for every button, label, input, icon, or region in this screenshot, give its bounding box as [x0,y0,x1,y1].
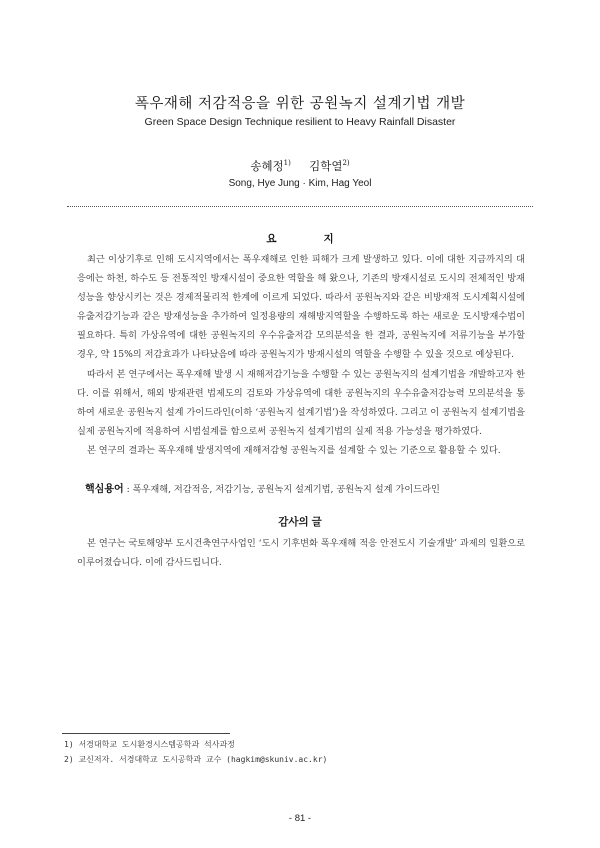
footnote: 2) 교신저자. 서경대학교 도시공학과 교수 (hagkim@skuniv.ac.kr) [64,755,328,764]
abstract-paragraph: 따라서 본 연구에서는 폭우재해 발생 시 재해저감기능을 수행할 수 있는 공원녹지의 설계기법을 개발하고자 한다. 이를 위해서, 해외 방재관련 법제도의 검토와 가상유역에 대한 공원녹지의 우수유출저감능력 모의분석을 통하여 새로운 공원녹지 설계 가이드라인(이하 ‘공원녹지 설계기법’)을 작성하였다. 그리고 이 공원녹지 설계기법을 실제 공원녹지에 적용하여 시범설계를 함으로써 공원녹지 설계기법의 실제 적용 가능성을 평가하였다. [77,368,525,437]
section-divider [67,206,533,207]
author-name: 김학열 [309,159,343,173]
page-number: - 81 - [288,813,312,824]
footnotes [64,737,534,767]
acknowledgement-paragraph: 본 연구는 국토해양부 도시건축연구사업인 ‘도시 기후변화 폭우재해 적응 안전도시 기술개발’ 과제의 일환으로 이루어졌습니다. 이에 감사드립니다. [77,538,525,569]
keywords-line [85,480,525,495]
author-footnote-mark: 1) [283,159,291,167]
abstract-heading: 요 지 [266,233,356,245]
author-list-english: Song, Hye Jung · Kim, Hag Yeol [228,178,372,189]
abstract-paragraph: 최근 이상기후로 인해 도시지역에서는 폭우재해로 인한 피해가 크게 발생하고 있다. 이에 대한 지금까지의 대응에는 하천, 하수도 등 전통적인 방재시설이 중요한 역할을 해 왔으나, 기존의 방재시설로 도시의 전체적인 방재성능을 향상시키는 것은 경제적물리적 한계에 이르게 되었다. 따라서 공원녹지와 같은 비방재적 도시계획시설에 유출저감기능과 같은 방재성능을 추가하여 일정용량의 재해방지역할을 수행하도록 하는 새로운 도시방재수법이 필요하다. 특히 가상유역에 대한 공원녹지의 우수유출저감 모의분석을 한 결과, 공원녹지에 저류기능을 부가할 경우, 약 15%의 저감효과가 나타났음에 따라 공원녹지가 방재시설의 역할을 수행할 수 있을 것으로 예상된다. [77,254,525,361]
keywords-label: 핵심용어 [85,484,124,495]
paper-title-english: Green Space Design Technique resilient to Heavy Rainfall Disaster [144,116,456,128]
footnote-divider [62,733,230,734]
keywords-list: : 폭우재해, 저감적응, 저감기능, 공원녹지 설계기법, 공원녹지 설계 가이드라인 [126,484,440,495]
paper-title-korean: 폭우재해 저감적응을 위한 공원녹지 설계기법 개발 [134,96,466,112]
acknowledgement-body [77,534,525,572]
author-name: 송혜정 [250,159,284,173]
footnote: 1) 서경대학교 도시환경시스템공학과 석사과정 [64,740,235,749]
author-list [0,158,600,174]
author-footnote-mark: 2) [342,159,350,167]
acknowledgement-heading: 감사의 글 [278,516,322,528]
abstract-body [77,250,525,460]
abstract-paragraph: 본 연구의 결과는 폭우재해 발생지역에 재해저감형 공원녹지를 설계할 수 있는 기준으로 활용할 수 있다. [87,444,501,456]
